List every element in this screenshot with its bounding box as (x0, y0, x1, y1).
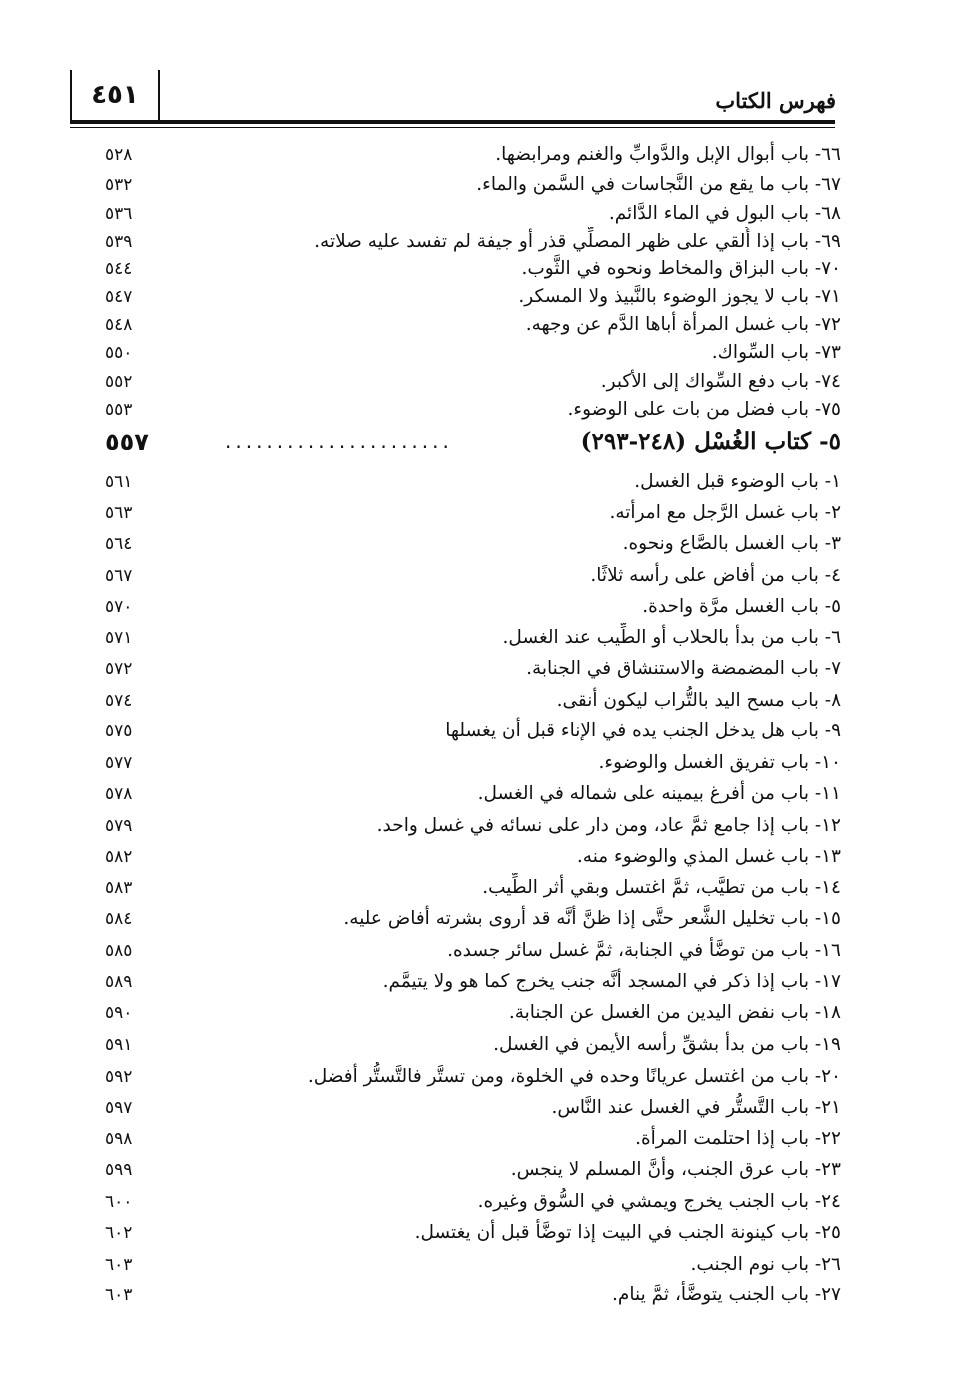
toc-entry (0, 367, 956, 397)
entry-page-number: ٥٥٣ (105, 400, 133, 420)
toc-entry (0, 686, 956, 716)
entry-page-number: ٥٣٩ (105, 232, 133, 252)
entry-title: ١٤- باب من تطيَّب، ثمَّ اغتسل وبقي أثر الطِّيب. (482, 877, 841, 898)
entry-title: ١٧- باب إذا ذكر في المسجد أنَّه جنب يخرج كما هو ولا يتيمَّم. (382, 971, 841, 992)
chapter-title: ٥- كتاب الغُسْل (٢٤٨-٢٩٣) (580, 428, 841, 455)
toc-entry (0, 1280, 956, 1310)
toc-entry (0, 842, 956, 872)
toc-entry (0, 1187, 956, 1217)
toc-entry (0, 561, 956, 591)
page-title: فهرس الكتاب (715, 88, 836, 113)
leader-dots: ...................... (225, 429, 453, 453)
entry-title: ٥- باب الغسل مرَّة واحدة. (642, 596, 841, 617)
toc-entry (0, 1250, 956, 1280)
entry-title: ٦- باب من بدأ بالحلاب أو الطِّيب عند الغسل. (502, 627, 841, 648)
toc-entry (0, 936, 956, 966)
entry-page-number: ٥٩٩ (105, 1160, 133, 1180)
toc-entry (0, 716, 956, 746)
entry-title: ٢٧- باب الجنب يتوضَّأ، ثمَّ ينام. (612, 1284, 841, 1305)
entry-title: ٢٥- باب كينونة الجنب في البيت إذا توضَّأ قبل أن يغتسل. (414, 1222, 841, 1243)
entry-page-number: ٥٦٣ (105, 503, 133, 523)
entry-title: ٢- باب غسل الرَّجل مع امرأته. (609, 502, 841, 523)
entry-page-number: ٥٦١ (105, 472, 133, 492)
entry-title: ٩- باب هل يدخل الجنب يده في الإناء قبل أن يغسلها (445, 720, 841, 741)
entry-page-number: ٥٥٠ (105, 343, 133, 363)
entry-title: ٣- باب الغسل بالصَّاع ونحوه. (622, 533, 841, 554)
toc-entry (0, 1124, 956, 1154)
entry-title: ٧٣- باب السِّواك. (711, 342, 841, 363)
entry-title: ١٣- باب غسل المذي والوضوء منه. (576, 846, 841, 867)
toc-entry (0, 904, 956, 934)
entry-page-number: ٥٢٨ (105, 145, 133, 165)
entry-title: ٧- باب المضمضة والاستنشاق في الجنابة. (526, 658, 841, 679)
entry-page-number: ٥٧٢ (105, 659, 133, 679)
entry-page-number: ٥٧٥ (105, 721, 133, 741)
toc-entry (0, 592, 956, 622)
page-number: ٤٥١ (70, 70, 160, 120)
entry-page-number: ٥٧٧ (105, 753, 133, 773)
entry-page-number: ٥٦٧ (105, 566, 133, 586)
toc-entry (0, 1093, 956, 1123)
entry-page-number: ٥٤٨ (105, 315, 133, 335)
toc-entry (0, 254, 956, 284)
entry-title: ٧٢- باب غسل المرأة أباها الدَّم عن وجهه. (525, 314, 841, 335)
entry-title: ٧١- باب لا يجوز الوضوء بالنَّبيذ ولا المسكر. (518, 286, 841, 307)
entry-page-number: ٥٧١ (105, 628, 133, 648)
toc-entry (0, 282, 956, 312)
toc-entry (0, 310, 956, 340)
entry-page-number: ٥٦٤ (105, 534, 133, 554)
toc-entry (0, 140, 956, 170)
entry-title: ٢٦- باب نوم الجنب. (690, 1254, 841, 1275)
entry-title: ١٨- باب نفض اليدين من الغسل عن الجنابة. (508, 1002, 841, 1023)
entry-page-number: ٥٤٧ (105, 287, 133, 307)
entry-page-number: ٥٨٩ (105, 972, 133, 992)
toc-entry (0, 467, 956, 497)
toc-entry (0, 779, 956, 809)
entry-page-number: ٥٧٤ (105, 691, 133, 711)
entry-title: ٦٦- باب أبوال الإبل والدَّوابِّ والغنم ومرابضها. (495, 144, 841, 165)
entry-page-number: ٦٠٣ (105, 1255, 133, 1275)
entry-title: ١٢- باب إذا جامع ثمَّ عاد، ومن دار على نسائه في غسل واحد. (376, 815, 841, 836)
toc-entry (0, 1030, 956, 1060)
toc-entry (0, 1062, 956, 1092)
toc-entry (0, 170, 956, 200)
entry-page-number: ٦٠٢ (105, 1223, 133, 1243)
entry-title: ٧٥- باب فضل من بات على الوضوء. (567, 399, 841, 420)
toc-entry (0, 1218, 956, 1248)
toc-entry (0, 811, 956, 841)
toc-entry (0, 199, 956, 229)
toc-entry (0, 654, 956, 684)
entry-title: ٧٤- باب دفع السِّواك إلى الأكبر. (600, 371, 841, 392)
entry-page-number: ٥٣٦ (105, 204, 133, 224)
entry-page-number: ٥٤٤ (105, 259, 133, 279)
entry-page-number: ٦٠٣ (105, 1285, 133, 1305)
toc-entry (0, 967, 956, 997)
entry-page-number: ٦٠٠ (105, 1192, 133, 1212)
entry-title: ١٠- باب تفريق الغسل والوضوء. (598, 752, 841, 773)
entry-title: ١- باب الوضوء قبل الغسل. (634, 471, 841, 492)
entry-page-number: ٥٨٢ (105, 847, 133, 867)
entry-title: ٤- باب من أفاض على رأسه ثلاثًا. (590, 565, 841, 586)
entry-page-number: ٥٩٢ (105, 1067, 133, 1087)
toc-entry (0, 529, 956, 559)
toc-entry (0, 227, 956, 257)
toc-entry (0, 998, 956, 1028)
entry-page-number: ٥٣٢ (105, 175, 133, 195)
entry-title: ٢٤- باب الجنب يخرج ويمشي في السُّوق وغيره. (477, 1191, 841, 1212)
entry-page-number: ٥٩٨ (105, 1129, 133, 1149)
entry-page-number: ٥٧٩ (105, 816, 133, 836)
entry-page-number: ٥٥٧ (105, 428, 149, 456)
entry-page-number: ٥٩٧ (105, 1098, 133, 1118)
entry-title: ٢١- باب التَّستُّر في الغسل عند النَّاس. (551, 1097, 841, 1118)
entry-title: ٢٠- باب من اغتسل عريانًا وحده في الخلوة، ومن تستَّر فالتَّستُّر أفضل. (307, 1066, 841, 1087)
toc-entry (0, 748, 956, 778)
entry-page-number: ٥٨٣ (105, 878, 133, 898)
entry-page-number: ٥٧٨ (105, 784, 133, 804)
entry-page-number: ٥٩٠ (105, 1003, 133, 1023)
entry-title: ١٦- باب من توضَّأ في الجنابة، ثمَّ غسل سائر جسده. (447, 940, 841, 961)
toc-entry (0, 623, 956, 653)
entry-title: ٦٩- باب إذا أُلقي على ظهر المصلِّي قذر أو جيفة لم تفسد عليه صلاته. (314, 231, 841, 252)
entry-page-number: ٥٨٥ (105, 941, 133, 961)
entry-title: ٧٠- باب البزاق والمخاط ونحوه في الثَّوب. (521, 258, 841, 279)
entry-title: ٢٢- باب إذا احتلمت المرأة. (635, 1128, 841, 1149)
entry-title: ٢٣- باب عرق الجنب، وأنَّ المسلم لا ينجس. (510, 1159, 841, 1180)
entry-title: ٦٧- باب ما يقع من النَّجاسات في السَّمن والماء. (476, 174, 841, 195)
entry-page-number: ٥٧٠ (105, 597, 133, 617)
entry-page-number: ٥٨٤ (105, 909, 133, 929)
entry-title: ٨- باب مسح اليد بالتُّراب ليكون أنقى. (556, 690, 841, 711)
toc-entry (0, 498, 956, 528)
toc-chapter-heading (0, 427, 956, 457)
entry-page-number: ٥٩١ (105, 1035, 133, 1055)
toc-entry (0, 1155, 956, 1185)
entry-title: ١١- باب من أفرغ بيمينه على شماله في الغسل. (477, 783, 841, 804)
entry-title: ١٩- باب من بدأ بشقِّ رأسه الأيمن في الغسل. (493, 1034, 841, 1055)
entry-title: ٦٨- باب البول في الماء الدَّائم. (608, 203, 841, 224)
entry-page-number: ٥٥٢ (105, 372, 133, 392)
entry-title: ١٥- باب تخليل الشَّعر حتَّى إذا ظنَّ أنَّه قد أروى بشرته أفاض عليه. (343, 908, 841, 929)
toc-entry (0, 395, 956, 425)
toc-entry (0, 338, 956, 368)
toc-entry (0, 873, 956, 903)
